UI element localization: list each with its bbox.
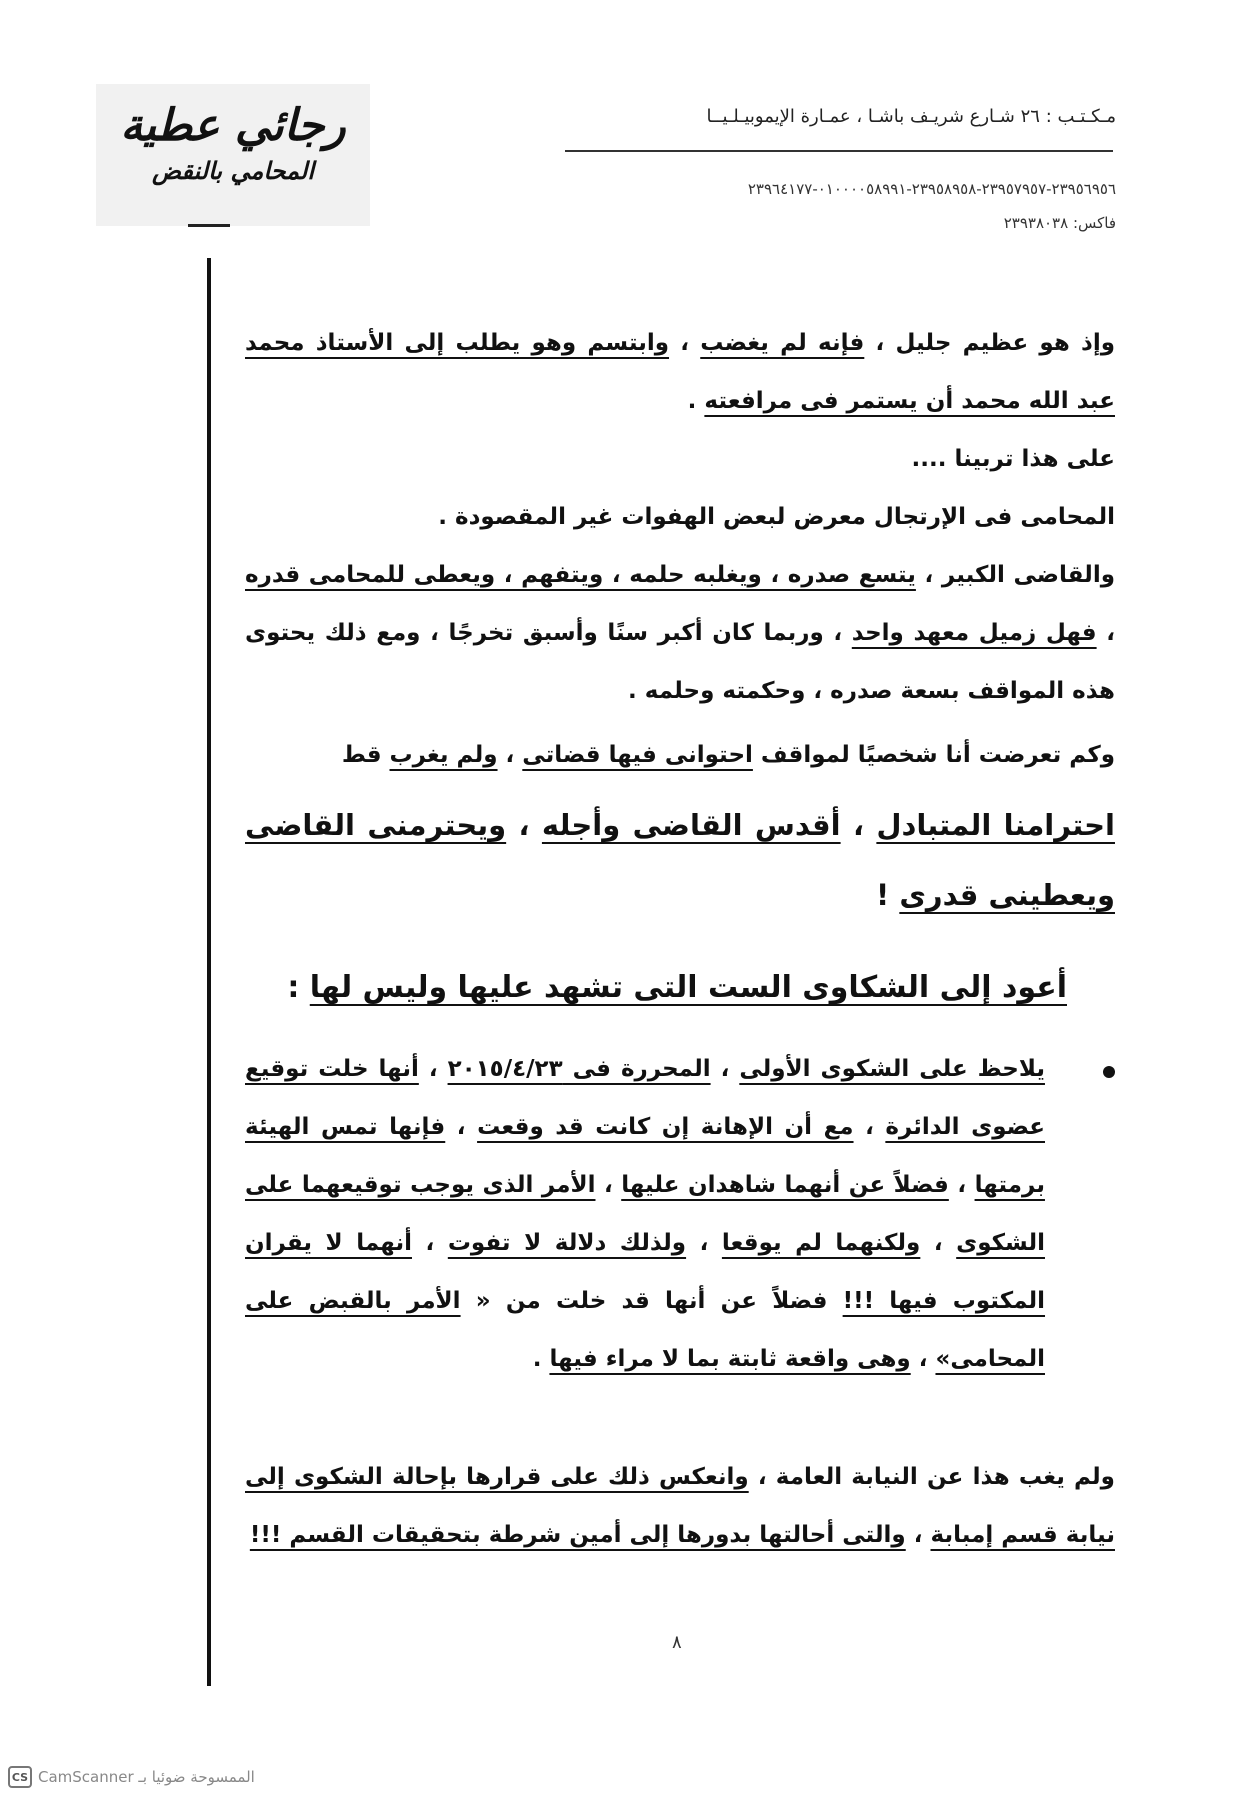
text-run: ، <box>595 1172 622 1198</box>
underlined-text: أنهما لا يقران المكتوب فيها !!! <box>245 1230 1046 1314</box>
header-divider <box>565 150 1113 152</box>
text-run: ، <box>506 808 542 842</box>
text-run: ، <box>497 742 523 768</box>
underlined-text: أنها خلت توقيع عضوى الدائرة <box>245 1056 1045 1140</box>
text-run: ، وربما كان أكبر سنًا وأسبق تخرجًا ، ومع ذلك يحتوى هذه المواقف بسعة صدره ، وحكمته وحلمه . <box>245 620 1115 704</box>
logo-subtitle: المحامي بالنقض <box>152 156 314 185</box>
camscanner-logo-icon: CS <box>8 1766 32 1788</box>
scanner-watermark <box>8 1764 255 1790</box>
underlined-text: المحررة فى ٢٠١٥/٤/٢٣ <box>447 1056 711 1082</box>
logo-name: رجائي عطية <box>120 100 346 151</box>
text-run: : <box>287 970 310 1005</box>
underlined-text: الأمر الذى يوجب توقيعهما على الشكوى <box>245 1172 1045 1256</box>
underlined-text: الأمر بالقبض على المحامى» <box>245 1288 1045 1372</box>
text-run: ، <box>853 1114 886 1140</box>
underlined-text: ولذلك دلالة لا تفوت <box>447 1230 687 1256</box>
text-run: ، <box>418 1056 448 1082</box>
underlined-text: يلاحظ على الشكوى الأولى <box>739 1056 1045 1082</box>
page-number: ٨ <box>672 1632 682 1653</box>
underlined-text: ويحترمنى القاضى ويعطينى قدرى <box>245 808 1115 912</box>
underlined-text: احترامنا المتبادل <box>876 808 1115 842</box>
section-heading <box>287 970 1067 1005</box>
underlined-text: فضلاً عن أنهما شاهدان عليها <box>621 1172 949 1198</box>
paragraph-5-continued <box>245 790 1115 930</box>
underlined-text: فهل زميل معهد واحد <box>851 620 1097 646</box>
underlined-text: احتوانى فيها قضاتى <box>522 742 753 768</box>
paragraph-1 <box>245 314 1115 430</box>
text-run: وإذ هو عظيم جليل ، <box>864 330 1115 356</box>
paragraph-5-line-1 <box>245 726 1115 784</box>
text-run: ، <box>920 1230 957 1256</box>
text-run: ، <box>1096 620 1115 646</box>
text-run: ، <box>910 1346 936 1372</box>
text-run: ، <box>669 330 701 356</box>
text-run: ، <box>905 1522 931 1548</box>
bullet-text <box>245 1040 1045 1388</box>
paragraph-2: على هذا تربينا .... <box>911 446 1115 472</box>
bullet-dot-icon <box>1103 1066 1115 1078</box>
underlined-text: أعود إلى الشكاوى الست التى تشهد عليها وليس لها <box>309 970 1067 1005</box>
underlined-text: وابتسم وهو يطلب إلى الأستاذ محمد عبد الله محمد أن يستمر فى مرافعته <box>245 330 1115 414</box>
bullet-item <box>245 1040 1115 1388</box>
text-run: وكم تعرضت أنا شخصيًا لمواقف <box>752 742 1115 768</box>
scanner-text: الممسوحة ضوئيا بـ CamScanner <box>38 1768 255 1786</box>
margin-rule <box>207 258 211 1686</box>
text-run: ، <box>948 1172 975 1198</box>
paragraph-3: المحامى فى الإرتجال معرض لبعض الهفوات غير المقصودة . <box>438 504 1115 530</box>
text-run: قط <box>341 742 390 768</box>
underlined-text: مع أن الإهانة إن كانت قد وقعت <box>477 1114 854 1140</box>
underlined-text: ولكنهما لم يوقعا <box>721 1230 921 1256</box>
paragraph-6 <box>245 1448 1115 1564</box>
text-run: ، <box>710 1056 740 1082</box>
text-run: ، <box>686 1230 722 1256</box>
logo-divider <box>188 224 230 227</box>
text-run: . <box>687 388 705 414</box>
paragraph-4 <box>245 546 1115 720</box>
underlined-text: يتسع صدره ، ويغلبه حلمه ، ويتفهم ، ويعطى للمحامى قدره <box>245 562 916 588</box>
underlined-text: فإنها تمس الهيئة برمتها <box>245 1114 1045 1198</box>
office-address: مـكـتـب : ٢٦ شـارع شريـف باشـا ، عمـارة الإيموبيـلـيــا <box>706 106 1116 127</box>
underlined-text: فإنه لم يغضب <box>700 330 865 356</box>
fax-number: فاكس: ٢٣٩٣٨٠٣٨ <box>1003 214 1116 232</box>
lawyer-logo <box>96 84 370 226</box>
text-run: والقاضى الكبير ، <box>915 562 1115 588</box>
text-run: ولم يغب هذا عن النيابة العامة ، <box>748 1464 1115 1490</box>
text-run: فضلاً عن أنها قد خلت من « <box>460 1288 843 1314</box>
text-run: ! <box>876 878 900 912</box>
text-run: . <box>532 1346 550 1372</box>
text-run: ، <box>411 1230 448 1256</box>
text-run: ، <box>840 808 877 842</box>
underlined-text: أقدس القاضى وأجله <box>541 808 841 842</box>
underlined-text: وانعكس ذلك على قرارها بإحالة الشكوى إلى نيابة قسم إمبابة <box>245 1464 1115 1548</box>
phone-numbers: ٢٣٩٥٦٩٥٦-٢٣٩٥٧٩٥٧-٢٣٩٥٨٩٥٨-٠١٠٠٠٠٥٨٩٩١-٢٣٩٦٤١٧٧ <box>747 180 1116 198</box>
underlined-text: ولم يغرب <box>389 742 498 768</box>
underlined-text: والتى أحالتها بدورها إلى أمين شرطة بتحقيقات القسم !!! <box>249 1522 906 1548</box>
underlined-text: وهى واقعة ثابتة بما لا مراء فيها <box>549 1346 911 1372</box>
text-run: ، <box>445 1114 478 1140</box>
